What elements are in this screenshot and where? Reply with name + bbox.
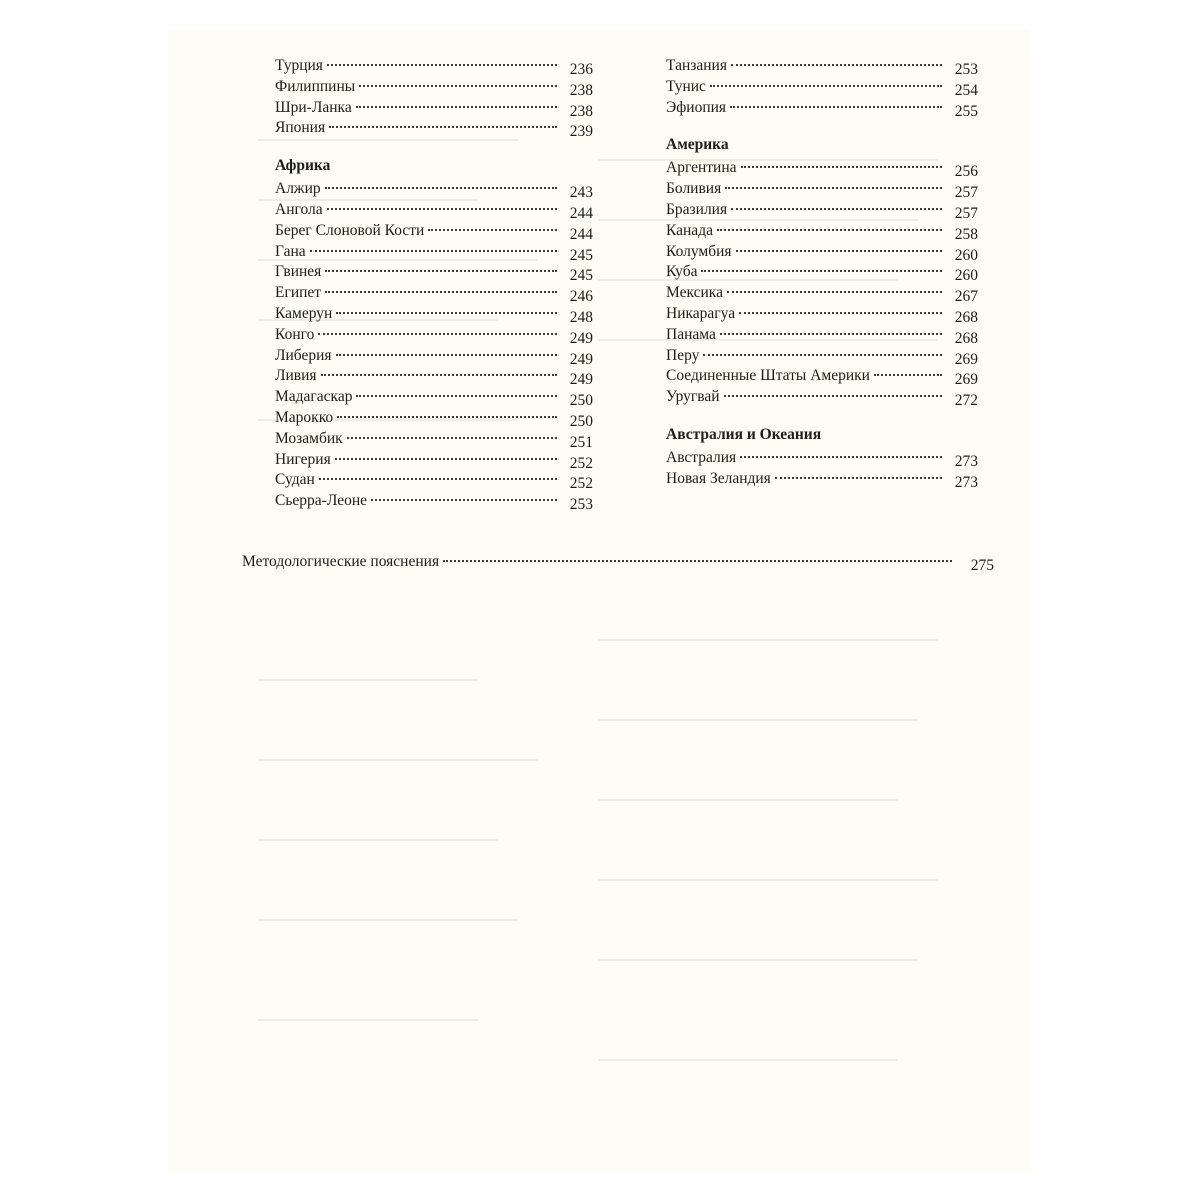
entry-label: Турция — [275, 57, 323, 74]
page-number: 244 — [569, 204, 593, 222]
entry-label: Уругвай — [666, 388, 720, 406]
page-number: 238 — [569, 102, 593, 120]
entry-label: Панама — [666, 325, 716, 343]
entry-label: Берег Слоновой Кости — [275, 221, 425, 239]
entry-label: Мозамбик — [275, 429, 343, 447]
page-number: 269 — [954, 350, 978, 368]
toc-entry[interactable] — [666, 448, 978, 469]
leader-dots — [741, 166, 942, 168]
entry-label: Либерия — [275, 346, 332, 364]
entry-label: Аргентина — [666, 159, 737, 177]
leader-dots — [710, 85, 942, 87]
toc-entry[interactable] — [275, 262, 593, 283]
leader-dots — [335, 458, 557, 460]
page-number: 245 — [569, 267, 593, 285]
entry-label: Япония — [275, 119, 326, 137]
right-column — [666, 56, 978, 490]
leader-dots — [775, 477, 942, 479]
page-number: 249 — [569, 350, 593, 368]
leader-dots — [356, 106, 557, 108]
entry-label: Египет — [275, 284, 322, 302]
entry-label: Мадагаскар — [275, 388, 353, 406]
leader-dots — [325, 270, 557, 272]
toc-entry[interactable] — [666, 242, 978, 263]
entry-label: Камерун — [275, 304, 333, 322]
entry-label: Марокко — [275, 408, 334, 426]
page-number: 249 — [569, 329, 593, 347]
leader-dots — [725, 187, 942, 189]
leader-dots — [731, 208, 942, 210]
leader-dots — [874, 374, 942, 376]
book-page — [168, 30, 1030, 1172]
entry-label: Нигерия — [275, 450, 331, 468]
leader-dots — [356, 395, 557, 397]
entry-label: Танзания — [666, 57, 727, 74]
entry-label: Конго — [275, 325, 315, 343]
page-number: 257 — [954, 184, 978, 202]
toc-entry[interactable] — [275, 366, 593, 387]
leader-dots — [327, 208, 557, 210]
leader-dots — [703, 354, 942, 356]
page-number: 250 — [569, 412, 593, 430]
entry-label: Сьерра-Леоне — [275, 492, 368, 510]
toc-entry[interactable] — [275, 491, 593, 512]
toc-entry-methodology[interactable] — [242, 552, 994, 573]
entry-label: Филиппины — [275, 77, 356, 95]
entry-label: Новая Зеландия — [666, 469, 771, 487]
toc-entry[interactable] — [275, 325, 593, 346]
leader-dots — [724, 395, 942, 397]
leader-dots — [731, 64, 942, 66]
page-number: 267 — [954, 288, 978, 306]
page-number: 256 — [954, 163, 978, 181]
entry-label: Шри-Ланка — [275, 98, 352, 116]
leader-dots — [310, 250, 557, 252]
page-number: 254 — [954, 81, 978, 99]
toc-entry[interactable] — [666, 304, 978, 325]
section-heading-africa: Африка — [275, 157, 331, 175]
page-number: 275 — [970, 557, 994, 574]
toc-entry[interactable] — [275, 179, 593, 200]
leader-dots — [740, 456, 942, 458]
leader-dots — [736, 250, 942, 252]
page-number: 239 — [569, 123, 593, 141]
entry-label: Судан — [275, 471, 315, 489]
page-number: 236 — [569, 61, 593, 78]
leader-dots — [319, 478, 557, 480]
leader-dots — [327, 64, 557, 66]
page-number: 258 — [954, 225, 978, 243]
page-number: 244 — [569, 225, 593, 243]
section-heading-australia: Австралия и Океания — [666, 425, 822, 443]
page-number: 260 — [954, 246, 978, 264]
page-number: 268 — [954, 308, 978, 326]
page-number: 246 — [569, 288, 593, 306]
toc-entry[interactable] — [275, 118, 593, 139]
entry-label: Соединенные Штаты Америки — [666, 367, 870, 385]
page-number: 252 — [569, 475, 593, 493]
toc-entry[interactable] — [666, 469, 978, 490]
entry-label: Австралия — [666, 448, 737, 466]
page-number: 268 — [954, 329, 978, 347]
toc-entry[interactable] — [275, 408, 593, 429]
toc-entry[interactable] — [275, 429, 593, 450]
toc-entry[interactable] — [275, 221, 593, 242]
toc-entry[interactable] — [666, 77, 978, 98]
page-number: 248 — [569, 308, 593, 326]
toc-entry[interactable] — [666, 262, 978, 283]
page-number: 269 — [954, 371, 978, 389]
toc-entry[interactable] — [666, 366, 978, 387]
leader-dots — [337, 416, 557, 418]
toc-entry[interactable] — [666, 387, 978, 408]
toc-entry[interactable] — [275, 56, 593, 77]
toc-entry[interactable] — [275, 346, 593, 367]
page-number: 238 — [569, 81, 593, 99]
leader-dots — [443, 560, 952, 562]
entry-label: Куба — [666, 263, 698, 281]
leader-dots — [727, 291, 942, 293]
toc-entry[interactable] — [666, 221, 978, 242]
leader-dots — [428, 229, 557, 231]
toc-entry[interactable] — [275, 450, 593, 471]
leader-dots — [730, 106, 942, 108]
toc-entry[interactable] — [275, 470, 593, 491]
leader-dots — [347, 437, 557, 439]
page-number: 260 — [954, 267, 978, 285]
leader-dots — [359, 85, 557, 87]
page-number: 273 — [954, 473, 978, 491]
entry-label: Методологические пояснения — [242, 553, 440, 570]
toc-entry[interactable] — [275, 387, 593, 408]
entry-label: Боливия — [666, 180, 722, 198]
leader-dots — [720, 333, 942, 335]
page-number: 249 — [569, 371, 593, 389]
toc-entry[interactable] — [275, 200, 593, 221]
page-number: 250 — [569, 392, 593, 410]
entry-label: Колумбия — [666, 242, 732, 260]
toc-entry[interactable] — [666, 346, 978, 367]
entry-label: Алжир — [275, 180, 321, 198]
toc-entry[interactable] — [275, 242, 593, 263]
entry-label: Никарагуа — [666, 304, 736, 322]
leader-dots — [739, 312, 942, 314]
leader-dots — [325, 187, 557, 189]
page-number: 251 — [569, 433, 593, 451]
entry-label: Бразилия — [666, 200, 728, 218]
entry-label: Гвинея — [275, 263, 322, 281]
leader-dots — [321, 374, 557, 376]
toc-entry[interactable] — [666, 283, 978, 304]
left-column — [275, 56, 593, 512]
page-number: 255 — [954, 102, 978, 120]
leader-dots — [371, 499, 557, 501]
entry-label: Ангола — [275, 200, 323, 218]
leader-dots — [717, 229, 942, 231]
entry-label: Гана — [275, 242, 306, 260]
leader-dots — [329, 126, 557, 128]
page-number: 257 — [954, 204, 978, 222]
entry-label: Канада — [666, 221, 713, 239]
leader-dots — [336, 312, 557, 314]
page-number: 253 — [954, 61, 978, 78]
section-heading-america: Америка — [666, 136, 729, 154]
toc-entry[interactable] — [275, 304, 593, 325]
page-number: 273 — [954, 452, 978, 470]
toc-entry[interactable] — [666, 325, 978, 346]
leader-dots — [336, 354, 557, 356]
page-number: 245 — [569, 246, 593, 264]
entry-label: Тунис — [666, 77, 706, 95]
toc-entry[interactable] — [666, 98, 978, 119]
leader-dots — [325, 291, 557, 293]
entry-label: Перу — [666, 346, 700, 364]
page-number: 253 — [569, 496, 593, 514]
page-number: 243 — [569, 184, 593, 202]
toc-entry[interactable] — [666, 179, 978, 200]
entry-label: Мексика — [666, 284, 723, 302]
page-number: 252 — [569, 454, 593, 472]
toc-entry[interactable] — [666, 158, 978, 179]
leader-dots — [701, 270, 942, 272]
entry-label: Эфиопия — [666, 98, 727, 116]
toc-entry[interactable] — [275, 77, 593, 98]
toc-entry[interactable] — [666, 56, 978, 77]
entry-label: Ливия — [275, 367, 317, 385]
toc-entry[interactable] — [275, 98, 593, 119]
toc-entry[interactable] — [666, 200, 978, 221]
page-number: 272 — [954, 392, 978, 410]
toc-entry[interactable] — [275, 283, 593, 304]
leader-dots — [318, 333, 557, 335]
